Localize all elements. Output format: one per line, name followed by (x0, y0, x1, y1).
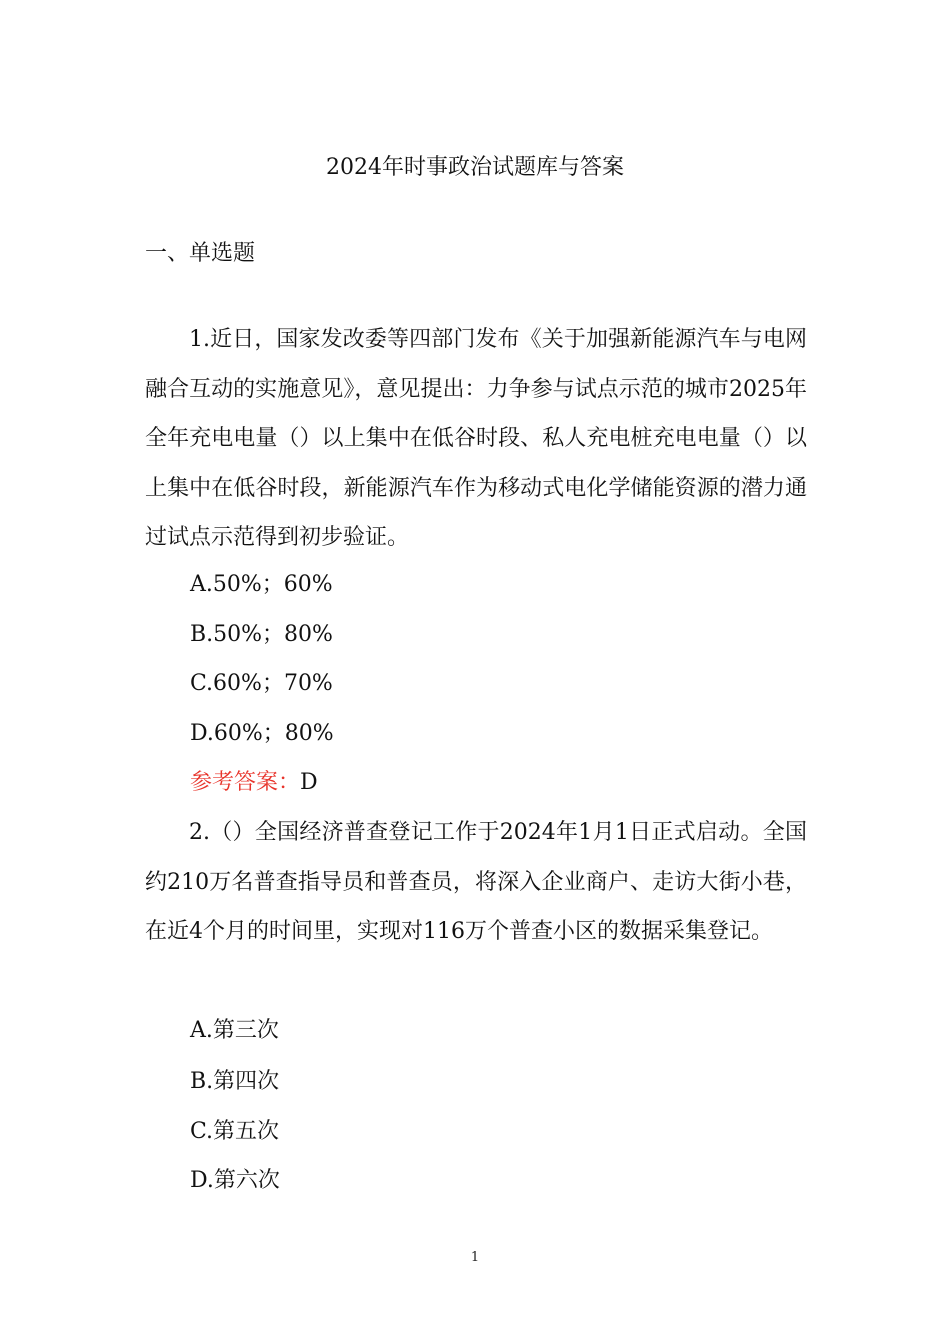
question-1-option-a: A.50%；60% (190, 572, 333, 597)
answer-label: 参考答案： (190, 770, 301, 795)
question-1-option-c: C.60%；70% (190, 671, 333, 696)
question-1-option-b: B.50%；80% (190, 622, 333, 647)
question-2-stem: 2.（）全国经济普查登记工作于2024年1月1日正式启动。全国约210万名普查指导员和普查员，将深入企业商户、走访大街小巷，在近4个月的时间里，实现对116万个普查小区的数据采集登记。 (145, 820, 807, 944)
page-number: 1 (470, 1250, 480, 1265)
question-1-answer (190, 767, 318, 799)
question-1-stem: 1.近日，国家发改委等四部门发布《关于加强新能源汽车与电网融合互动的实施意见》，意见提出：力争参与试点示范的城市2025年全年充电电量（）以上集中在低谷时段、私人充电桩充电电量（）以上集中在低谷时段，新能源汽车作为移动式电化学储能资源的潜力通过试点示范得到初步验证。 (145, 327, 807, 550)
question-2-option-a: A.第三次 (190, 1018, 279, 1043)
document-title: 2024年时事政治试题库与答案 (326, 155, 624, 180)
question-2-option-d: D.第六次 (190, 1168, 280, 1193)
answer-value: D (300, 770, 318, 795)
question-2-option-b: B.第四次 (190, 1069, 280, 1094)
question-1-option-d: D.60%；80% (190, 721, 334, 746)
question-2-option-c: C.第五次 (190, 1119, 280, 1144)
section-heading: 一、单选题 (145, 241, 256, 266)
